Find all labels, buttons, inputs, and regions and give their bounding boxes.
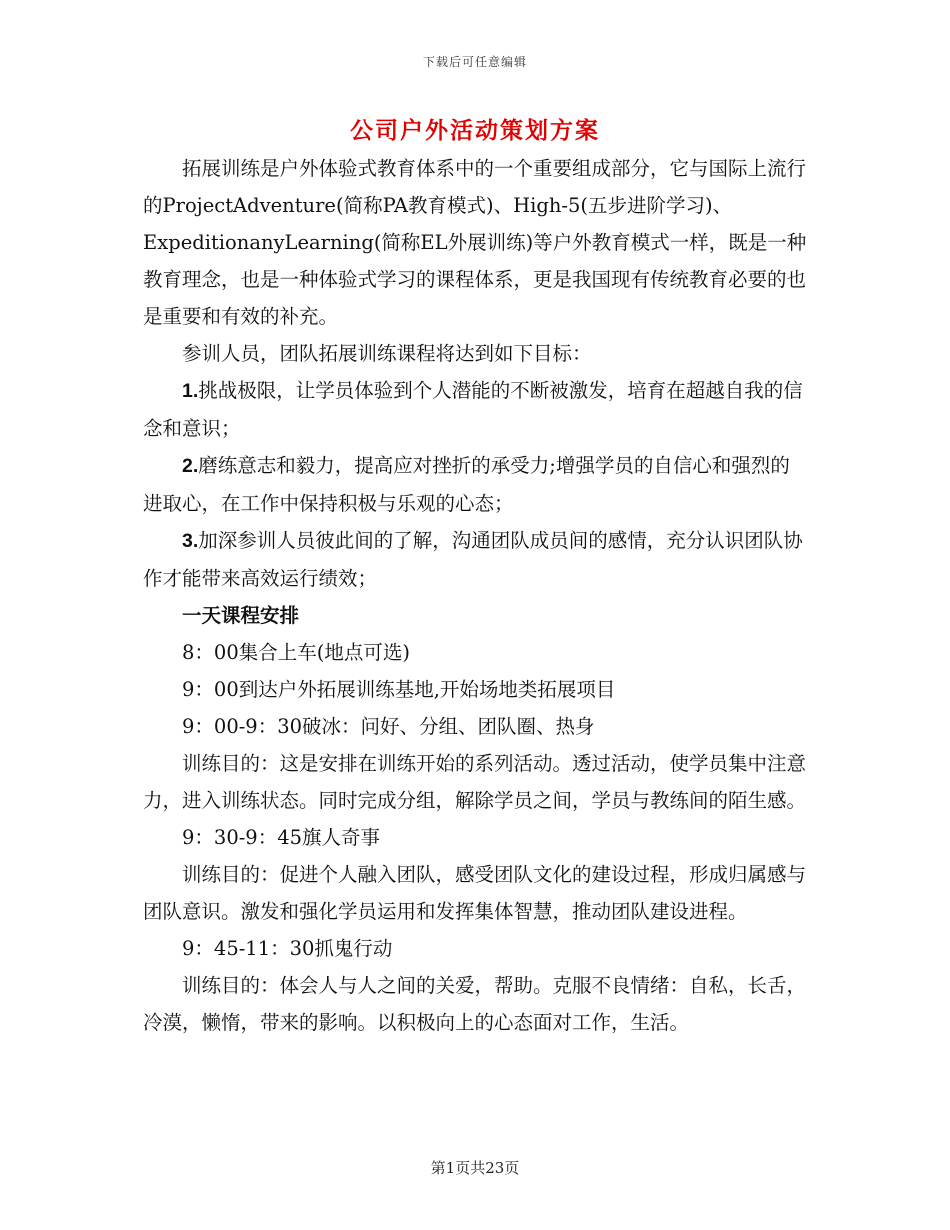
intro-paragraph: 拓展训练是户外体验式教育体系中的一个重要组成部分，它与国际上流行的ProjectAdventure(简称PA教育模式)、High-5(五步进阶学习)、ExpeditionanyLearning(简称EL外展训练)等户外教育模式一样，既是一种教育理念，也是一种体验式学习的课程体系，更是我国现有传统教育必要的也是重要和有效的补充。: [143, 157, 807, 328]
schedule-item-3-goal: 训练目的：这是安排在训练开始的系列活动。透过活动，使学员集中注意力，进入训练状态。同时完成分组，解除学员之间，学员与教练间的陌生感。: [143, 752, 807, 812]
goal-3-text: 加深参训人员彼此间的了解，沟通团队成员间的感情，充分认识团队协作才能带来高效运行绩效；: [143, 529, 803, 590]
schedule-item-2: 9：00到达户外拓展训练基地,开始场地类拓展项目: [182, 678, 616, 701]
goal-2-paragraph: [143, 447, 808, 522]
schedule-item-1: 8：00集合上车(地点可选): [182, 641, 410, 664]
page-number: 第1页共23页: [430, 1159, 520, 1177]
schedule-item-4: 9：30-9：45旗人奇事: [182, 826, 381, 849]
goal-1-number: 1.: [182, 380, 199, 402]
goals-intro-paragraph: 参训人员，团队拓展训练课程将达到如下目标：: [182, 342, 592, 365]
header-note: 下载后可任意编辑: [422, 55, 527, 69]
goal-2-text: 磨练意志和毅力，提高应对挫折的承受力;增强学员的自信心和强烈的进取心，在工作中保持积极与乐观的心态；: [143, 454, 790, 515]
goal-1-text: 挑战极限，让学员体验到个人潜能的不断被激发，培育在超越自我的信念和意识；: [143, 379, 803, 440]
goal-3-number: 3.: [182, 530, 199, 552]
goal-1-paragraph: [143, 372, 808, 447]
goal-2-number: 2.: [182, 455, 199, 477]
schedule-item-5: 9：45-11：30抓鬼行动: [182, 937, 393, 960]
schedule-heading: 一天课程安排: [182, 604, 300, 627]
schedule-item-3: 9：00-9：30破冰：问好、分组、团队圈、热身: [182, 715, 595, 738]
document-title: 公司户外活动策划方案: [350, 117, 600, 144]
schedule-item-5-goal: 训练目的：体会人与人之间的关爱，帮助。克服不良情绪：自私，长舌，冷漠，懒惰，带来的影响。以积极向上的心态面对工作，生活。: [143, 974, 807, 1034]
document-body: [143, 150, 808, 1041]
schedule-item-4-goal: 训练目的：促进个人融入团队，感受团队文化的建设过程，形成归属感与团队意识。激发和强化学员运用和发挥集体智慧，推动团队建设进程。: [143, 863, 807, 923]
goal-3-paragraph: [143, 522, 808, 597]
